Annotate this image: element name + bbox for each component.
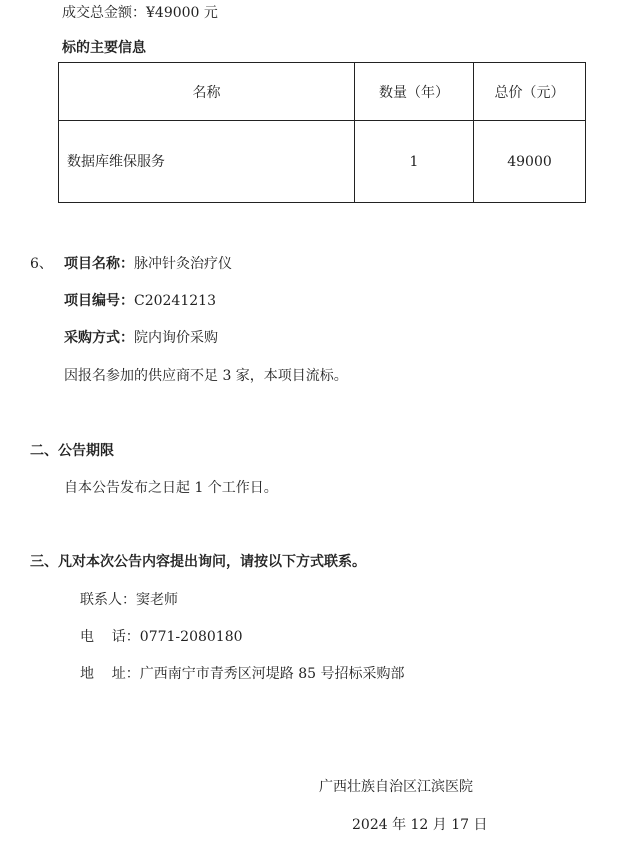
- footer-date: 2024 年 12 月 17 日: [352, 817, 488, 833]
- info-title: 标的主要信息: [62, 40, 146, 56]
- name-label: 项目名称：: [64, 256, 134, 272]
- table-row: [59, 121, 586, 203]
- cell-price: 49000: [474, 121, 586, 203]
- header-qty: 数量（年）: [355, 63, 474, 121]
- method-label: 采购方式：: [64, 330, 134, 346]
- code-value: C20241213: [134, 293, 216, 309]
- item6-code-line: [64, 292, 216, 310]
- header-price: 总价（元）: [474, 63, 586, 121]
- cell-qty: 1: [355, 121, 474, 203]
- section3-heading: 三、凡对本次公告内容提出询问，请按以下方式联系。: [30, 554, 366, 570]
- item6-index: 6、: [30, 256, 53, 272]
- section2-heading: 二、公告期限: [30, 443, 114, 459]
- contact-person: 联系人：窦老师: [80, 592, 178, 608]
- item6-note: 因报名参加的供应商不足 3 家，本项目流标。: [64, 368, 348, 384]
- code-label: 项目编号：: [64, 293, 134, 309]
- method-value: 院内询价采购: [134, 330, 218, 346]
- section2-text: 自本公告发布之日起 1 个工作日。: [64, 480, 278, 496]
- contact-address: 地 址：广西南宁市青秀区河堤路 85 号招标采购部: [80, 666, 405, 682]
- cell-name: 数据库维保服务: [59, 121, 355, 203]
- table-header-row: [59, 63, 586, 121]
- footer-org: 广西壮族自治区江滨医院: [319, 779, 473, 795]
- name-value: 脉冲针灸治疗仪: [134, 256, 232, 272]
- item6-name-line: [64, 255, 232, 273]
- item6-method-line: [64, 329, 218, 347]
- contact-phone: 电 话：0771-2080180: [80, 629, 243, 645]
- total-amount: 成交总金额：¥49000 元: [62, 5, 218, 21]
- header-name: 名称: [59, 63, 355, 121]
- bid-info-table: [58, 62, 586, 203]
